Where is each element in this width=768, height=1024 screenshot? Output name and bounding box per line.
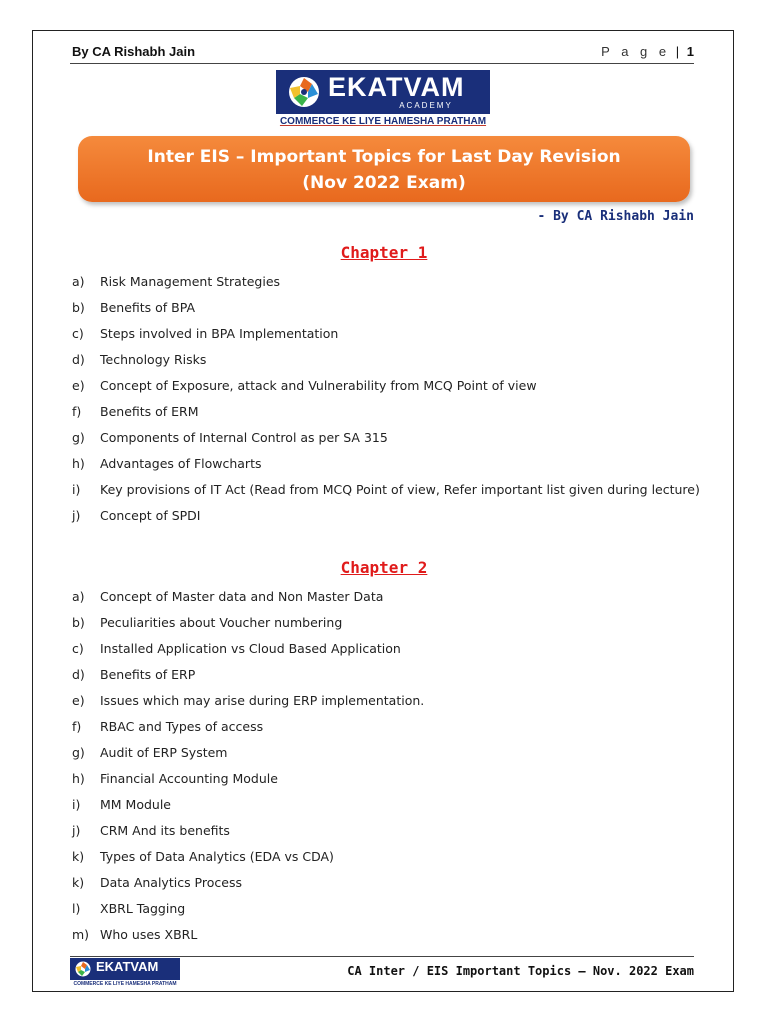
list-item-text: Components of Internal Control as per SA 315: [100, 430, 388, 445]
list-item-text: Technology Risks: [100, 352, 207, 367]
list-marker: i): [72, 482, 81, 497]
list-item-text: Key provisions of IT Act (Read from MCQ Point of view, Refer important list given during lecture): [100, 482, 700, 497]
list-item: [72, 273, 702, 291]
list-item-text: Concept of Master data and Non Master Data: [100, 589, 384, 604]
list-item: [72, 796, 702, 814]
list-item-text: Installed Application vs Cloud Based Application: [100, 641, 401, 656]
list-marker: a): [72, 274, 85, 289]
list-item: [72, 377, 702, 395]
logo-tagline: COMMERCE KE LIYE HAMESHA PRATHAM: [279, 116, 487, 127]
list-marker: e): [72, 693, 85, 708]
chapter-2-list: [72, 588, 702, 952]
list-item-text: MM Module: [100, 797, 171, 812]
list-marker: j): [72, 508, 81, 523]
list-item-text: Who uses XBRL: [100, 927, 198, 942]
list-item: [72, 822, 702, 840]
list-marker: f): [72, 404, 82, 419]
list-marker: k): [72, 875, 85, 890]
list-item-text: Benefits of ERP: [100, 667, 196, 682]
list-marker: j): [72, 823, 81, 838]
puzzle-logo-icon: [286, 74, 322, 110]
list-item: [72, 614, 702, 632]
list-marker: i): [72, 797, 81, 812]
chapter-2-title: Chapter 2: [340, 558, 428, 577]
list-item-text: Types of Data Analytics (EDA vs CDA): [100, 849, 334, 864]
list-item: [72, 666, 702, 684]
footer-logo-tagline: COMMERCE KE LIYE HAMESHA PRATHAM: [73, 981, 177, 987]
list-item: [72, 429, 702, 447]
list-item-text: Advantages of Flowcharts: [100, 456, 262, 471]
list-marker: g): [72, 745, 85, 760]
list-item: [72, 900, 702, 918]
list-marker: k): [72, 849, 85, 864]
list-item-text: Issues which may arise during ERP implementation.: [100, 693, 425, 708]
list-item: [72, 640, 702, 658]
list-item-text: RBAC and Types of access: [100, 719, 264, 734]
footer-logo: [70, 958, 180, 988]
list-item: [72, 874, 702, 892]
list-marker: g): [72, 430, 85, 445]
header-rule: [70, 63, 694, 64]
list-item: [72, 403, 702, 421]
list-item-text: Concept of SPDI: [100, 508, 201, 523]
byline: - By CA Rishabh Jain: [537, 209, 694, 224]
header-page-number: [601, 44, 694, 59]
page-label: P a g e: [601, 44, 671, 59]
list-item-text: Financial Accounting Module: [100, 771, 278, 786]
list-marker: a): [72, 589, 85, 604]
list-marker: h): [72, 456, 85, 471]
footer-text: CA Inter / EIS Important Topics – Nov. 2022 Exam: [347, 964, 694, 978]
list-marker: e): [72, 378, 85, 393]
list-item: [72, 299, 702, 317]
list-item: [72, 507, 702, 525]
list-marker: f): [72, 719, 82, 734]
list-item-text: XBRL Tagging: [100, 901, 186, 916]
list-item: [72, 718, 702, 736]
list-item: [72, 588, 702, 606]
list-marker: h): [72, 771, 85, 786]
ekatvam-logo: [276, 70, 490, 114]
page-number: 1: [686, 44, 694, 59]
list-item-text: Benefits of BPA: [100, 300, 196, 315]
list-item: [72, 770, 702, 788]
list-item-text: Audit of ERP System: [100, 745, 228, 760]
list-item-text: Peculiarities about Voucher numbering: [100, 615, 343, 630]
list-item: [72, 481, 702, 499]
list-item: [72, 325, 702, 343]
list-item-text: Data Analytics Process: [100, 875, 242, 890]
list-item: [72, 848, 702, 866]
list-item: [72, 692, 702, 710]
footer-puzzle-logo-icon: [74, 960, 92, 978]
chapter-1-title: Chapter 1: [340, 243, 428, 262]
list-item-text: Benefits of ERM: [100, 404, 199, 419]
footer-rule: [70, 956, 694, 957]
list-marker: b): [72, 615, 85, 630]
banner-line-2: (Nov 2022 Exam): [302, 173, 466, 193]
list-item: [72, 455, 702, 473]
chapter-1-list: [72, 273, 702, 533]
list-marker: c): [72, 326, 84, 341]
list-marker: b): [72, 300, 85, 315]
list-marker: m): [72, 927, 90, 942]
list-item: [72, 926, 702, 944]
list-item-text: Concept of Exposure, attack and Vulnerability from MCQ Point of view: [100, 378, 537, 393]
logo-subtitle: ACADEMY: [399, 101, 453, 110]
list-item-text: Risk Management Strategies: [100, 274, 281, 289]
footer-logo-title: EKATVAM: [96, 959, 159, 974]
list-item: [72, 744, 702, 762]
header-author: By CA Rishabh Jain: [72, 44, 196, 59]
list-item-text: CRM And its benefits: [100, 823, 230, 838]
banner-line-1: Inter EIS – Important Topics for Last Day Revision: [147, 147, 621, 167]
list-marker: l): [72, 901, 81, 916]
page-separator: |: [675, 44, 680, 59]
list-marker: c): [72, 641, 84, 656]
title-banner: [78, 136, 690, 202]
logo-title: EKATVAM: [328, 72, 465, 102]
list-marker: d): [72, 667, 85, 682]
list-marker: d): [72, 352, 85, 367]
list-item-text: Steps involved in BPA Implementation: [100, 326, 339, 341]
list-item: [72, 351, 702, 369]
